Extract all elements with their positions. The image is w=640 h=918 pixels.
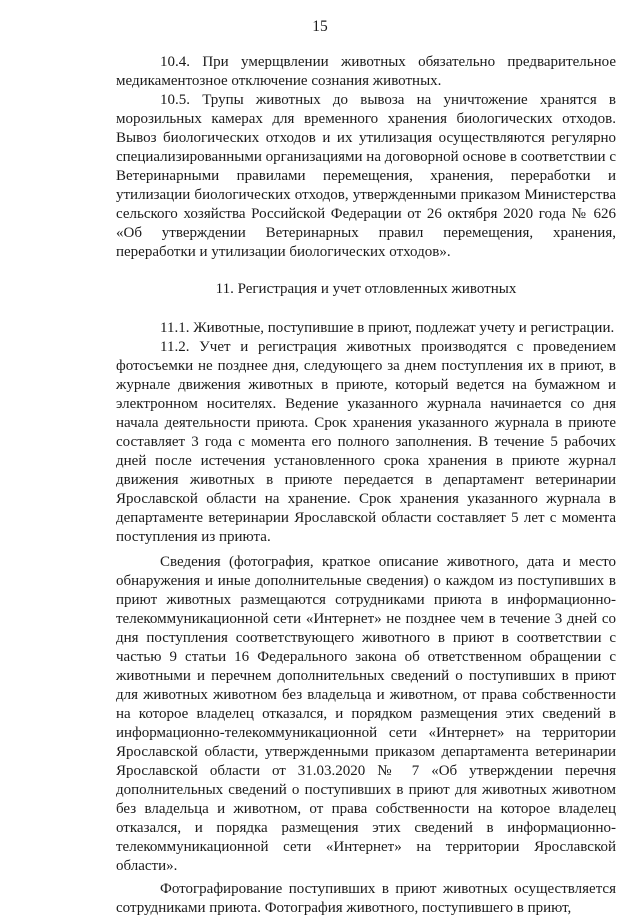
paragraph-10-4: 10.4. При умерщвлении животных обязательно предварительное медикаментозное отключение сознания животных.: [116, 54, 616, 89]
section-heading: 11. Регистрация и учет отловленных животных: [215, 281, 517, 297]
document-body: [116, 53, 616, 918]
paragraph-11-2: 11.2. Учет и регистрация животных производятся с проведением фотосъемки не позднее дня, следующего за днем поступления их в приют, в журнале движения животных в приюте, который ведется на бумажном и электронном носителях. Ведение указанного журнала начинается со дня начала деятельности приюта. Срок хранения указанного журнала в приюте составляет 3 года с момента его полного заполнения. В течение 5 рабочих дней после истечения установленного срока хранения в приюте журнал движения животных в приюте передается в департамент ветеринарии Ярославской области на хранение. Срок хранения указанного журнала в департаменте ветеринарии Ярославской области составляет 5 лет с момента поступления из приюта.: [116, 339, 616, 545]
paragraph-11-1: 11.1. Животные, поступившие в приют, подлежат учету и регистрации.: [160, 320, 615, 336]
paragraph-photography: Фотографирование поступивших в приют животных осуществляется сотрудниками приюта. Фотография животного, поступившего в приют,: [116, 881, 616, 916]
page-number: 15: [312, 18, 328, 35]
paragraph-10-5: 10.5. Трупы животных до вывоза на уничтожение хранятся в морозильных камерах для временного хранения биологических отходов. Вывоз биологических отходов и их утилизация осуществляются регулярно специализированными организациями на договорной основе в соответствии с Ветеринарными правилами перемещения, хранения, переработки и утилизации биологических отходов, утвержденными приказом Министерства сельского хозяйства Российской Федерации от 26 октября 2020 года № 626 «Об утверждении Ветеринарных правил перемещения, хранения, переработки и утилизации биологических отходов».: [116, 92, 616, 260]
paragraph-info-placement: Сведения (фотография, краткое описание животного, дата и место обнаружения и иные дополнительные сведения) о каждом из поступивших в приют животных размещаются сотрудниками приюта в информационно-телекоммуникационной сети «Интернет» не позднее чем в течение 3 дней со дня поступления соответствующего животного в приют в соответствии с частью 9 статьи 16 Федерального закона об ответственном обращении с животными и перечнем дополнительных сведений о поступивших в приют для животных животном без владельца и животном, от права собственности на которое владелец отказался, и порядком размещения этих сведений в информационно-телекоммуникационной сети «Интернет» на территории Ярославской области, утвержденными приказом департамента ветеринарии Ярославской области от 31.03.2020 № 7 «Об утверждении перечня дополнительных сведений о поступивших в приют для животных животном без владельца и животном, от права собственности на которое владелец отказался, и порядка размещения этих сведений в информационно-телекоммуникационной сети «Интернет» на территории Ярославской области».: [116, 554, 616, 874]
